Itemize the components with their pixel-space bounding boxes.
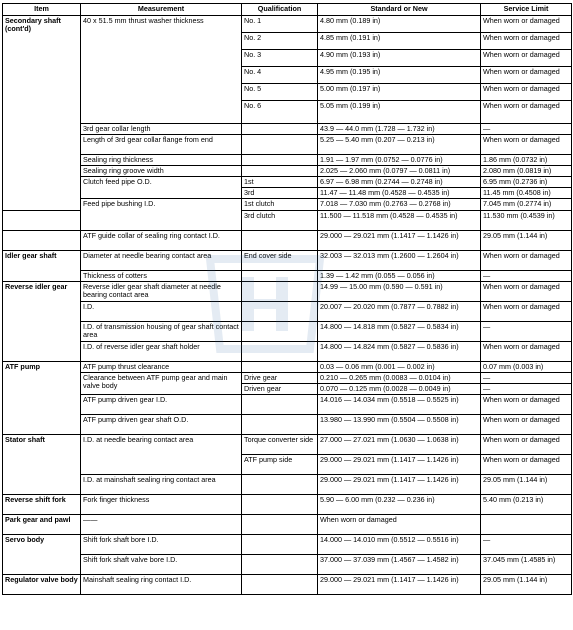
table-row [3,415,572,435]
standard-value-cell: 6.97 — 6.98 mm (0.2744 — 0.2748 in) [318,177,481,188]
standard-value-cell: 0.210 — 0.265 mm (0.0083 — 0.0104 in) [318,373,481,384]
item-cell: Reverse idler gear [3,282,81,362]
qualification-cell [242,155,318,166]
qualification-cell: No. 6 [242,101,318,124]
standard-value-cell: 14.800 — 14.824 mm (0.5827 — 0.5836 in) [318,342,481,362]
service-limit-cell: When worn or damaged [481,50,572,67]
measurement-cell: I.D. of transmission housing of gear shaft contact area [81,322,242,342]
table-row [3,575,572,595]
standard-value-cell: 5.90 — 6.00 mm (0.232 — 0.236 in) [318,495,481,515]
measurement-cell: ATF pump thrust clearance [81,362,242,373]
service-limit-cell: — [481,535,572,555]
standard-value-cell: 29.000 — 29.021 mm (1.1417 — 1.1426 in) [318,455,481,475]
qualification-cell: No. 3 [242,50,318,67]
standard-value-cell: 14.800 — 14.818 mm (0.5827 — 0.5834 in) [318,322,481,342]
item-cell [3,231,81,251]
standard-value-cell: 29.000 — 29.021 mm (1.1417 — 1.1426 in) [318,231,481,251]
standard-value-cell: 2.025 — 2.060 mm (0.0797 — 0.0811 in) [318,166,481,177]
service-limit-cell: — [481,271,572,282]
qualification-cell [242,342,318,362]
measurement-cell: I.D. of reverse idler gear shaft holder [81,342,242,362]
table-row [3,271,572,282]
standard-value-cell: 5.00 mm (0.197 in) [318,84,481,101]
measurement-cell: Reverse idler gear shaft diameter at needle bearing contact area [81,282,242,302]
table-row [3,199,572,211]
table-row [3,155,572,166]
standard-value-cell: 4.95 mm (0.195 in) [318,67,481,84]
standard-value-cell: 11.500 — 11.518 mm (0.4528 — 0.4535 in) [318,211,481,231]
service-limit-cell: When worn or damaged [481,84,572,101]
service-limit-cell: 29.05 mm (1.144 in) [481,231,572,251]
header-row [3,4,572,16]
standard-value-cell: 5.25 — 5.40 mm (0.207 — 0.213 in) [318,135,481,155]
measurement-cell: Fork finger thickness [81,495,242,515]
service-limit-cell: — [481,124,572,135]
qualification-cell [242,415,318,435]
measurement-cell: Sealing ring groove width [81,166,242,177]
table-row [3,515,572,535]
measurement-cell: 3rd gear collar length [81,124,242,135]
qualification-cell [242,231,318,251]
table-row [3,231,572,251]
standard-value-cell: 43.9 — 44.0 mm (1.728 — 1.732 in) [318,124,481,135]
service-limit-cell: When worn or damaged [481,415,572,435]
table-row [3,495,572,515]
qualification-cell [242,575,318,595]
table-row [3,135,572,155]
service-limit-cell [481,515,572,535]
item-cell: Reverse shift fork [3,495,81,515]
measurement-cell: —— [81,515,242,535]
table-row [3,166,572,177]
qualification-cell [242,271,318,282]
standard-value-cell: 14.99 — 15.00 mm (0.590 — 0.591 in) [318,282,481,302]
table-row [3,16,572,33]
spec-page [2,3,571,595]
service-limit-cell: When worn or damaged [481,33,572,50]
service-limit-cell: 1.86 mm (0.0732 in) [481,155,572,166]
standard-value-cell: 4.85 mm (0.191 in) [318,33,481,50]
qualification-cell [242,495,318,515]
measurement-cell: ATF guide collar of sealing ring contact I.D. [81,231,242,251]
service-limit-cell: When worn or damaged [481,435,572,455]
standard-value-cell: 27.000 — 27.021 mm (1.0630 — 1.0638 in) [318,435,481,455]
qualification-cell [242,515,318,535]
service-limit-cell: 7.045 mm (0.2774 in) [481,199,572,211]
qualification-cell [242,555,318,575]
table-row [3,342,572,362]
service-limit-cell: 37.045 mm (1.4585 in) [481,555,572,575]
standard-value-cell: 20.007 — 20.020 mm (0.7877 — 0.7882 in) [318,302,481,322]
item-cell: Servo body [3,535,81,575]
standard-value-cell: 1.39 — 1.42 mm (0.055 — 0.056 in) [318,271,481,282]
standard-value-cell: 37.000 — 37.039 mm (1.4567 — 1.4582 in) [318,555,481,575]
service-limit-cell: When worn or damaged [481,282,572,302]
service-limit-cell: 11.530 mm (0.4539 in) [481,211,572,231]
item-cell: Regulator valve body [3,575,81,595]
standard-value-cell: 0.070 — 0.125 mm (0.0028 — 0.0049 in) [318,384,481,395]
measurement-cell: 40 x 51.5 mm thrust washer thickness [81,16,242,124]
qualification-cell: 3rd [242,188,318,199]
table-row [3,302,572,322]
table-row [3,475,572,495]
qualification-cell: No. 2 [242,33,318,50]
qualification-cell [242,535,318,555]
item-cell: Stator shaft [3,435,81,495]
service-limit-cell: 0.07 mm (0.003 in) [481,362,572,373]
standard-value-cell: 4.90 mm (0.193 in) [318,50,481,67]
service-limit-cell: 11.45 mm (0.4508 in) [481,188,572,199]
table-row [3,177,572,188]
service-limit-cell: When worn or damaged [481,342,572,362]
standard-value-cell: 0.03 — 0.06 mm (0.001 — 0.002 in) [318,362,481,373]
qualification-cell: No. 4 [242,67,318,84]
service-limit-cell: When worn or damaged [481,101,572,124]
service-limit-cell: — [481,322,572,342]
header-item: Item [3,4,81,16]
qualification-cell: 3rd clutch [242,211,318,231]
measurement-cell: Clearance between ATF pump gear and main valve body [81,373,242,395]
measurement-cell: I.D. at mainshaft sealing ring contact area [81,475,242,495]
header-service-limit: Service Limit [481,4,572,16]
standard-value-cell: 32.003 — 32.013 mm (1.2600 — 1.2604 in) [318,251,481,271]
service-limit-cell: When worn or damaged [481,67,572,84]
service-limit-cell: 2.080 mm (0.0819 in) [481,166,572,177]
standard-value-cell: 1.91 — 1.97 mm (0.0752 — 0.0776 in) [318,155,481,166]
item-cell: Idler gear shaft [3,251,81,282]
standard-value-cell: 5.05 mm (0.199 in) [318,101,481,124]
standard-value-cell: 29.000 — 29.021 mm (1.1417 — 1.1426 in) [318,475,481,495]
measurement-cell: Shift fork shaft bore I.D. [81,535,242,555]
qualification-cell [242,395,318,415]
standard-value-cell: When worn or damaged [318,515,481,535]
item-cell [3,211,81,231]
qualification-cell: 1st [242,177,318,188]
qualification-cell: Torque converter side [242,435,318,455]
header-measurement: Measurement [81,4,242,16]
qualification-cell [242,135,318,155]
service-limit-cell: When worn or damaged [481,251,572,271]
qualification-cell [242,282,318,302]
table-row [3,373,572,384]
qualification-cell: ATF pump side [242,455,318,475]
measurement-cell: Clutch feed pipe O.D. [81,177,242,199]
qualification-cell: No. 1 [242,16,318,33]
measurement-cell: Mainshaft sealing ring contact I.D. [81,575,242,595]
item-cell: Secondary shaft (cont'd) [3,16,81,211]
table-row [3,395,572,415]
service-limit-cell: When worn or damaged [481,135,572,155]
qualification-cell: Drive gear [242,373,318,384]
item-cell: ATF pump [3,362,81,435]
qualification-cell: End cover side [242,251,318,271]
service-limit-cell: 29.05 mm (1.144 in) [481,575,572,595]
measurement-cell: Diameter at needle bearing contact area [81,251,242,271]
table-row [3,362,572,373]
measurement-cell: I.D. [81,302,242,322]
qualification-cell [242,166,318,177]
service-limit-cell: 6.95 mm (0.2736 in) [481,177,572,188]
service-limit-cell: 5.40 mm (0.213 in) [481,495,572,515]
measurement-cell: ATF pump driven gear shaft O.D. [81,415,242,435]
qualification-cell [242,124,318,135]
service-limit-cell: — [481,384,572,395]
service-limit-cell: When worn or damaged [481,16,572,33]
qualification-cell: 1st clutch [242,199,318,211]
measurement-cell: I.D. at needle bearing contact area [81,435,242,475]
table-row [3,435,572,455]
measurement-cell: Feed pipe bushing I.D. [81,199,242,231]
qualification-cell [242,322,318,342]
table-row [3,555,572,575]
qualification-cell: No. 5 [242,84,318,101]
standard-value-cell: 13.980 — 13.990 mm (0.5504 — 0.5508 in) [318,415,481,435]
service-limit-cell: When worn or damaged [481,302,572,322]
measurement-cell: ATF pump driven gear I.D. [81,395,242,415]
service-limit-cell: — [481,373,572,384]
standard-value-cell: 11.47 — 11.48 mm (0.4528 — 0.4535 in) [318,188,481,199]
qualification-cell [242,475,318,495]
table-row [3,282,572,302]
table-row [3,322,572,342]
header-qualification: Qualification [242,4,318,16]
measurement-cell: Sealing ring thickness [81,155,242,166]
service-limit-cell: When worn or damaged [481,395,572,415]
specification-table [2,3,572,595]
standard-value-cell: 7.018 — 7.030 mm (0.2763 — 0.2768 in) [318,199,481,211]
item-cell: Park gear and pawl [3,515,81,535]
service-limit-cell: When worn or damaged [481,455,572,475]
measurement-cell: Thickness of cotters [81,271,242,282]
standard-value-cell: 14.000 — 14.010 mm (0.5512 — 0.5516 in) [318,535,481,555]
table-row [3,251,572,271]
qualification-cell [242,362,318,373]
measurement-cell: Length of 3rd gear collar flange from end [81,135,242,155]
standard-value-cell: 4.80 mm (0.189 in) [318,16,481,33]
qualification-cell: Driven gear [242,384,318,395]
measurement-cell: Shift fork shaft valve bore I.D. [81,555,242,575]
qualification-cell [242,302,318,322]
standard-value-cell: 29.000 — 29.021 mm (1.1417 — 1.1426 in) [318,575,481,595]
service-limit-cell: 29.05 mm (1.144 in) [481,475,572,495]
table-row [3,124,572,135]
standard-value-cell: 14.016 — 14.034 mm (0.5518 — 0.5525 in) [318,395,481,415]
table-row [3,535,572,555]
header-standard: Standard or New [318,4,481,16]
table-body [3,16,572,595]
